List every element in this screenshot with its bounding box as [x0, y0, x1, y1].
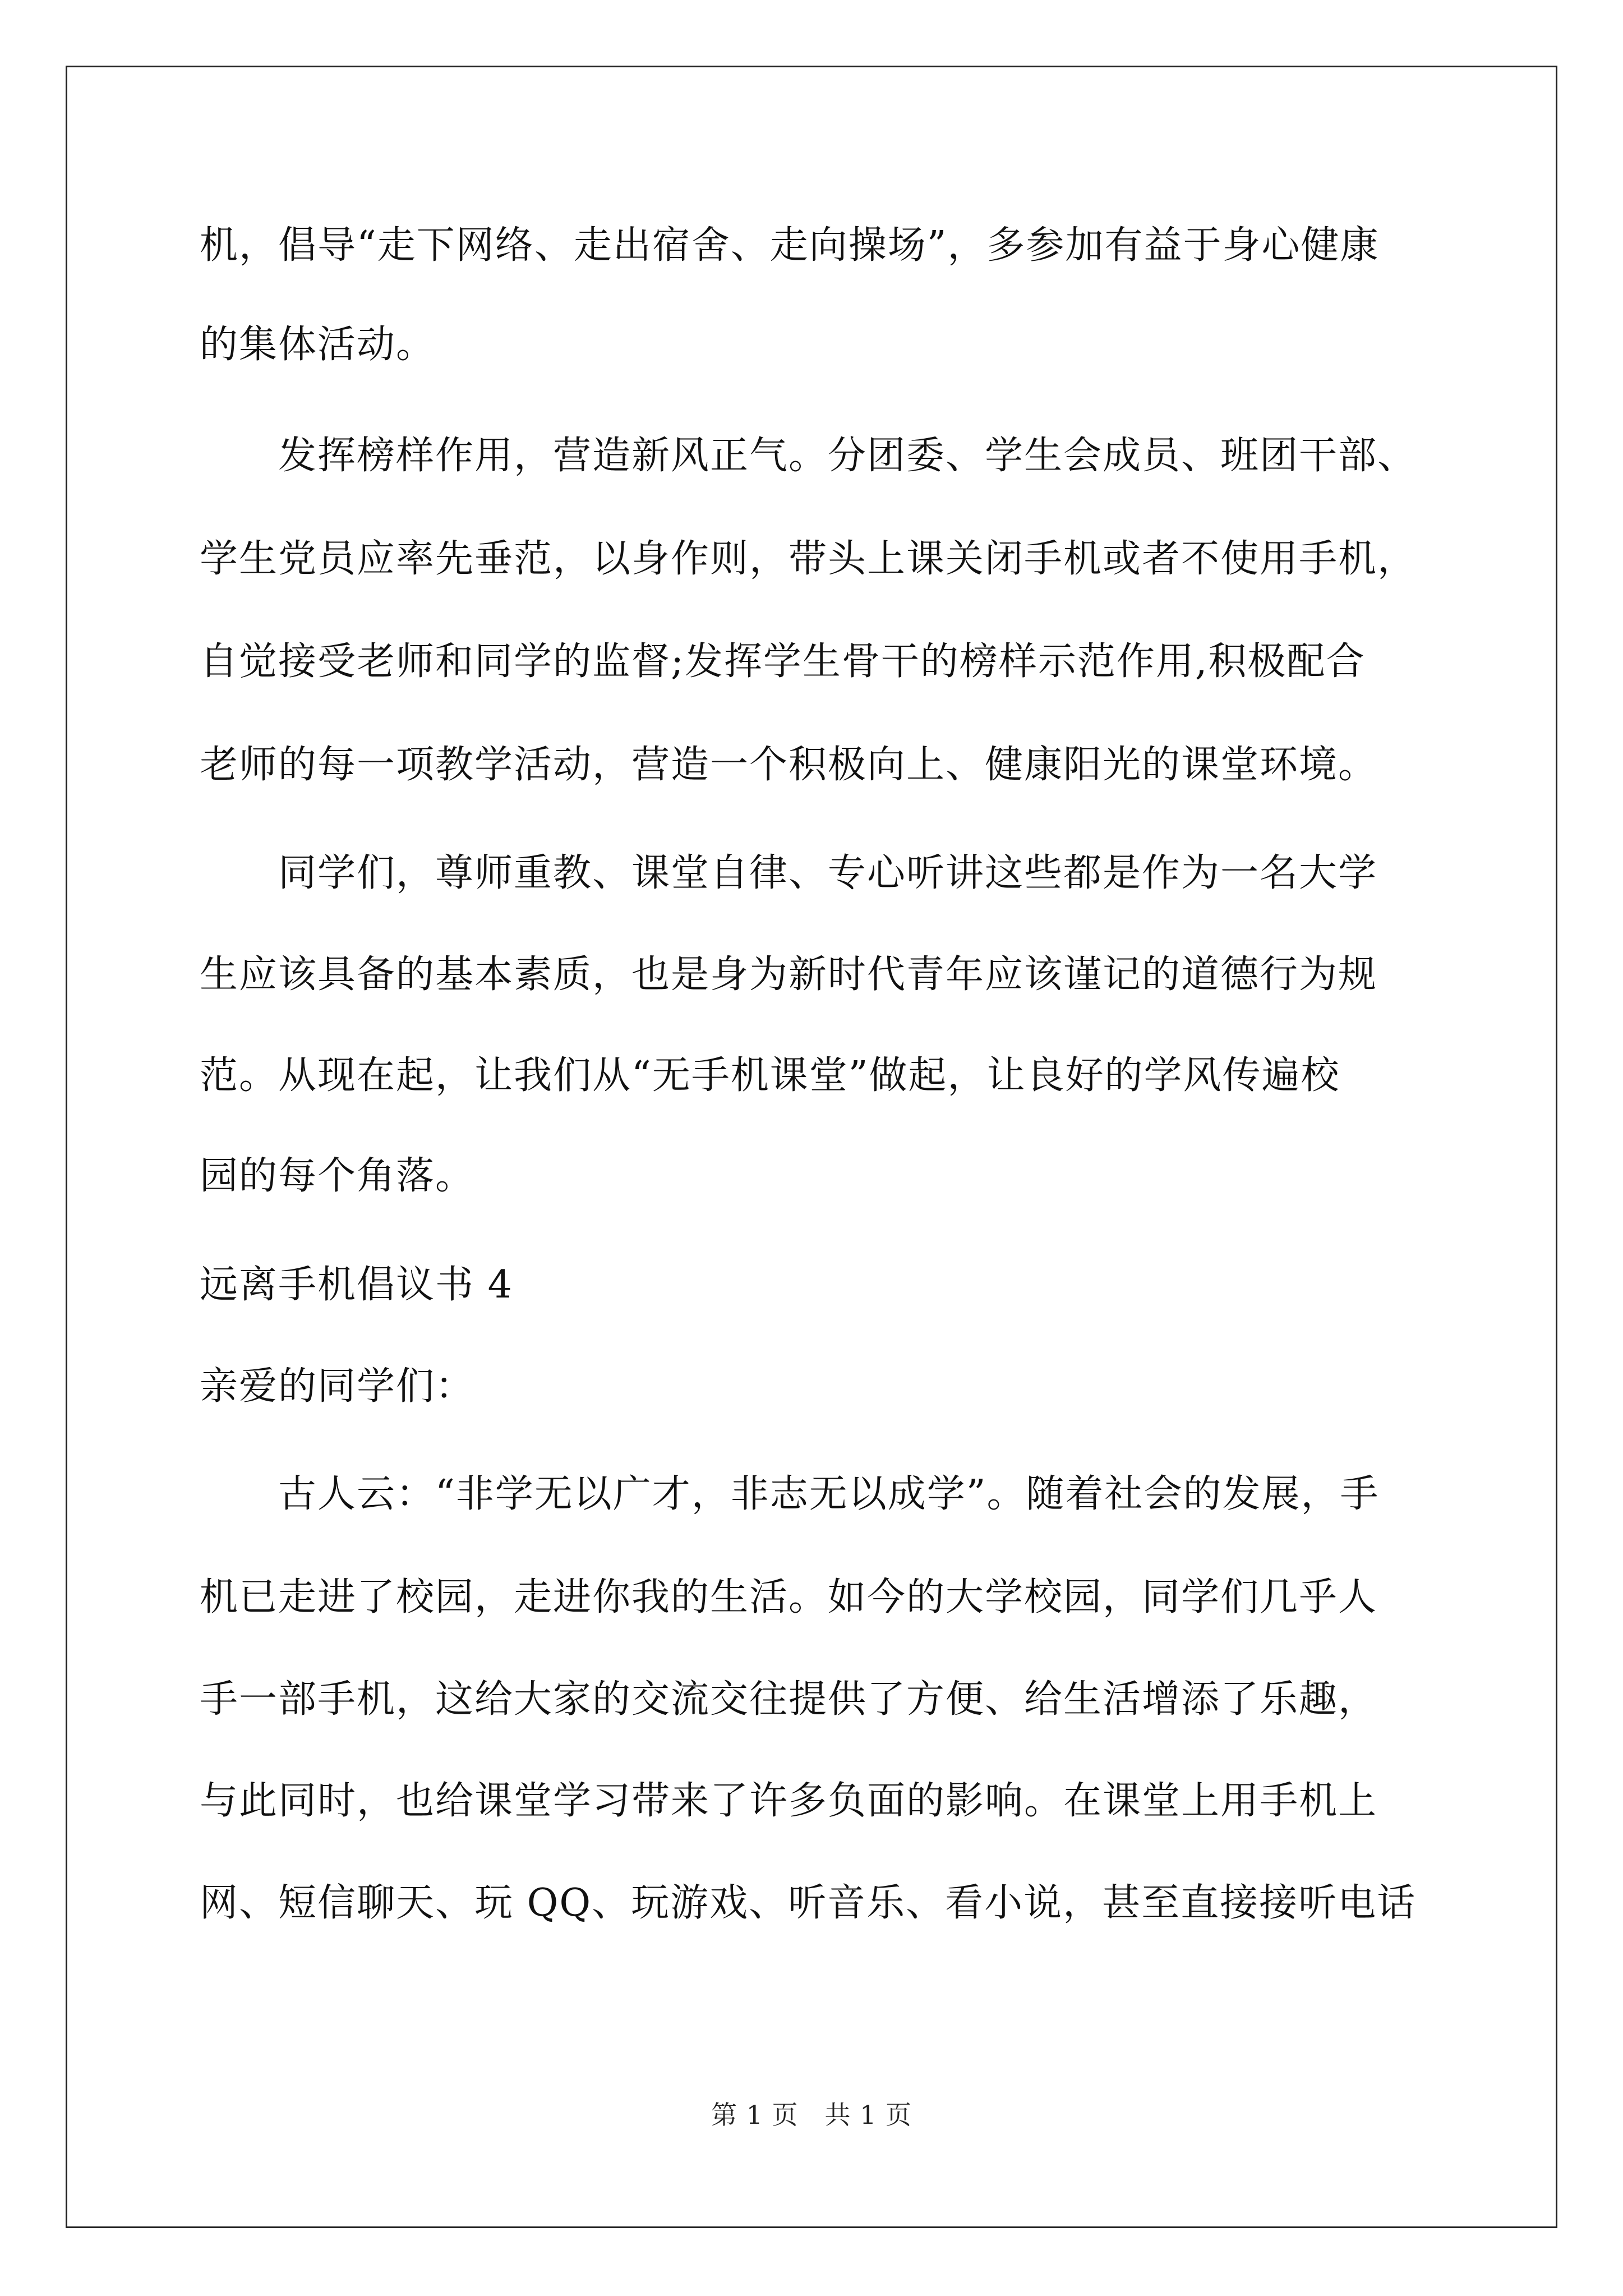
text-line: 机已走进了校园，走进你我的生活。如今的大学校园，同学们几乎人	[200, 1575, 1378, 1619]
text-line: 园的每个角落。	[200, 1154, 475, 1198]
salutation: 亲爱的同学们：	[200, 1364, 475, 1409]
text-line: 自觉接受老师和同学的监督;发挥学生骨干的榜样示范作用,积极配合	[200, 639, 1366, 684]
text-line: 与此同时，也给课堂学习带来了许多负面的影响。在课堂上用手机上	[200, 1779, 1378, 1823]
text-line: 机，倡导“走下网络、走出宿舍、走向操场”，多参加有益于身心健康	[200, 223, 1380, 268]
text-line: 老师的每一项教学活动，营造一个积极向上、健康阳光的课堂环境。	[200, 743, 1378, 787]
page-number: 第 1 页 共 1 页	[711, 2100, 912, 2130]
text-line: 的集体活动。	[200, 323, 436, 367]
text-line: 发挥榜样作用，营造新风正气。分团委、学生会成员、班团干部、	[200, 434, 1417, 478]
text-line: 生应该具备的基本素质，也是身为新时代青年应该谨记的道德行为规	[200, 953, 1378, 997]
text-line: 手一部手机，这给大家的交流交往提供了方便、给生活增添了乐趣，	[200, 1677, 1378, 1722]
text-line: 网、短信聊天、玩 QQ、玩游戏、听音乐、看小说，甚至直接接听电话	[200, 1881, 1417, 1925]
text-line: 同学们，尊师重教、课堂自律、专心听讲这些都是作为一名大学	[200, 851, 1378, 895]
text-line: 学生党员应率先垂范，以身作则，带头上课关闭手机或者不使用手机，	[200, 537, 1417, 581]
text-line: 古人云：“非学无以广才，非志无以成学”。随着社会的发展，手	[200, 1472, 1380, 1516]
text-line: 范。从现在起，让我们从“无手机课堂”做起，让良好的学风传遍校	[200, 1053, 1340, 1098]
section-heading: 远离手机倡议书 4	[200, 1263, 513, 1307]
